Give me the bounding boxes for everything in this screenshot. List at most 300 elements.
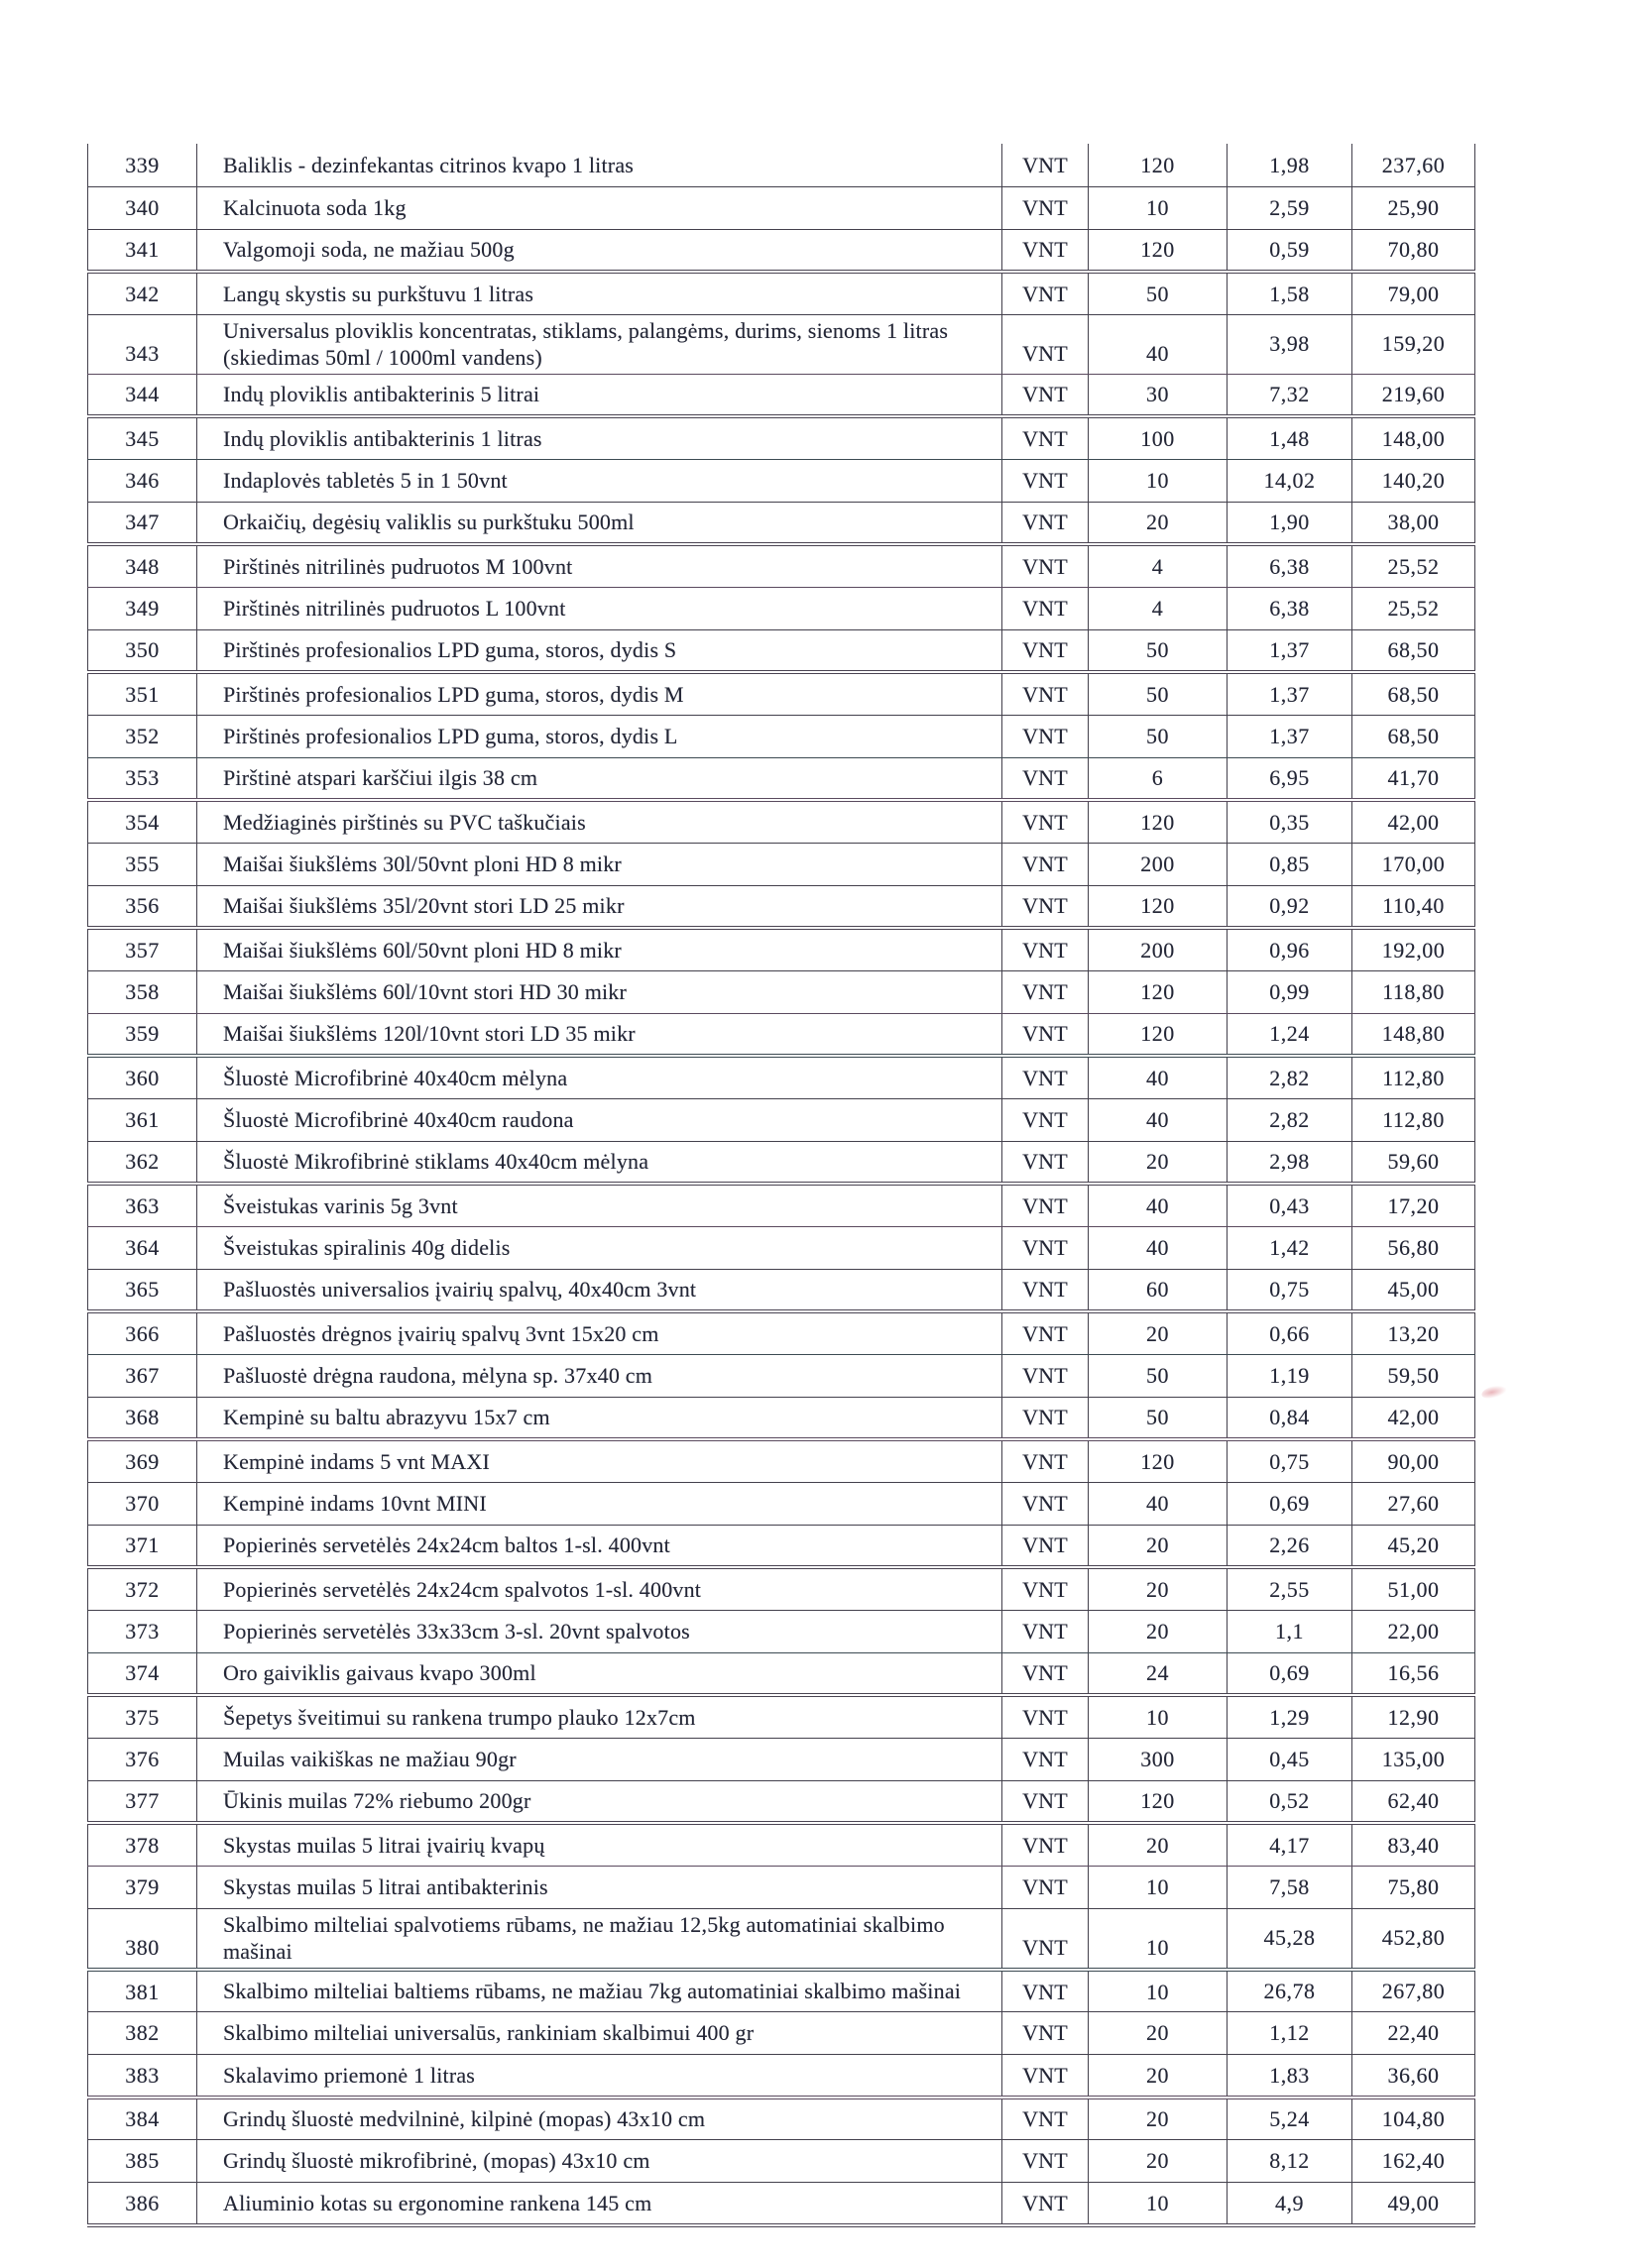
table-row [88, 2055, 1475, 2098]
item-unit-price-cell: 1,37 [1228, 715, 1352, 757]
item-total-cell: 16,56 [1352, 1652, 1475, 1695]
table-row [88, 1056, 1475, 1098]
item-total-cell: 75,80 [1352, 1866, 1475, 1908]
item-unit-price-cell: 6,95 [1228, 757, 1352, 800]
table-row [88, 672, 1475, 715]
item-unit-cell: VNT [1002, 970, 1089, 1013]
table-row [88, 587, 1475, 629]
table-row [88, 843, 1475, 885]
item-number-cell: 381 [88, 1970, 197, 2012]
item-number-cell: 380 [88, 1908, 197, 1970]
item-quantity-cell: 20 [1089, 1823, 1228, 1866]
item-unit-price-cell: 8,12 [1228, 2140, 1352, 2183]
item-unit-price-cell: 1,24 [1228, 1013, 1352, 1056]
item-total-cell: 68,50 [1352, 629, 1475, 672]
item-unit-price-cell: 7,32 [1228, 374, 1352, 416]
table-row [88, 1738, 1475, 1780]
table-row [88, 229, 1475, 272]
item-total-cell: 25,52 [1352, 544, 1475, 587]
item-unit-price-cell: 0,69 [1228, 1652, 1352, 1695]
item-description-cell: Šluostė Microfibrinė 40x40cm mėlyna [197, 1056, 1002, 1098]
item-number-cell: 352 [88, 715, 197, 757]
item-description-cell: Orkaičių, degėsių valiklis su purkštuku 500ml [197, 502, 1002, 544]
item-description-cell: Oro gaiviklis gaivaus kvapo 300ml [197, 1652, 1002, 1695]
table-row [88, 1970, 1475, 2012]
table-row [88, 1567, 1475, 1610]
item-description-cell: Universalus ploviklis koncentratas, stiklams, palangėms, durims, sienoms 1 litras (skiedimas 50ml / 1000ml vandens) [197, 314, 1002, 374]
item-number-cell: 342 [88, 272, 197, 314]
item-description-cell: Pirštinės profesionalios LPD guma, storos, dydis L [197, 715, 1002, 757]
item-number-cell: 353 [88, 757, 197, 800]
item-unit-price-cell: 1,90 [1228, 502, 1352, 544]
item-description-cell: Grindų šluostė medvilninė, kilpinė (mopas) 43x10 cm [197, 2098, 1002, 2140]
item-unit-price-cell: 0,75 [1228, 1269, 1352, 1311]
item-unit-cell: VNT [1002, 1226, 1089, 1269]
item-total-cell: 112,80 [1352, 1098, 1475, 1141]
item-total-cell: 219,60 [1352, 374, 1475, 416]
table-row [88, 272, 1475, 314]
item-description-cell: Kempinė indams 5 vnt MAXI [197, 1439, 1002, 1482]
item-unit-price-cell: 4,9 [1228, 2183, 1352, 2225]
item-total-cell: 83,40 [1352, 1823, 1475, 1866]
item-unit-cell: VNT [1002, 1866, 1089, 1908]
item-total-cell: 41,70 [1352, 757, 1475, 800]
item-unit-price-cell: 0,84 [1228, 1397, 1352, 1439]
item-total-cell: 68,50 [1352, 715, 1475, 757]
item-number-cell: 359 [88, 1013, 197, 1056]
item-unit-cell: VNT [1002, 502, 1089, 544]
item-unit-price-cell: 1,48 [1228, 416, 1352, 459]
item-number-cell: 347 [88, 502, 197, 544]
item-number-cell: 345 [88, 416, 197, 459]
item-quantity-cell: 20 [1089, 2012, 1228, 2055]
item-description-cell: Šepetys šveitimui su rankena trumpo plauko 12x7cm [197, 1695, 1002, 1738]
price-list-table [87, 144, 1475, 2227]
item-total-cell: 118,80 [1352, 970, 1475, 1013]
item-quantity-cell: 120 [1089, 144, 1228, 186]
item-quantity-cell: 20 [1089, 2140, 1228, 2183]
table-row [88, 1013, 1475, 1056]
item-total-cell: 45,20 [1352, 1525, 1475, 1567]
item-quantity-cell: 50 [1089, 672, 1228, 715]
item-unit-cell: VNT [1002, 1610, 1089, 1652]
item-description-cell: Maišai šiukšlėms 30l/50vnt ploni HD 8 mikr [197, 843, 1002, 885]
item-number-cell: 355 [88, 843, 197, 885]
item-unit-cell: VNT [1002, 1439, 1089, 1482]
table-row [88, 144, 1475, 186]
item-quantity-cell: 40 [1089, 1098, 1228, 1141]
item-total-cell: 12,90 [1352, 1695, 1475, 1738]
item-total-cell: 62,40 [1352, 1780, 1475, 1823]
table-row [88, 2098, 1475, 2140]
item-description-cell: Pirštinė atspari karščiui ilgis 38 cm [197, 757, 1002, 800]
table-row [88, 629, 1475, 672]
item-unit-cell: VNT [1002, 800, 1089, 843]
table-row [88, 1652, 1475, 1695]
item-number-cell: 346 [88, 459, 197, 502]
item-number-cell: 349 [88, 587, 197, 629]
item-quantity-cell: 4 [1089, 587, 1228, 629]
item-unit-cell: VNT [1002, 1311, 1089, 1354]
item-total-cell: 162,40 [1352, 2140, 1475, 2183]
item-unit-cell: VNT [1002, 1908, 1089, 1970]
item-unit-price-cell: 1,83 [1228, 2055, 1352, 2098]
item-quantity-cell: 20 [1089, 1610, 1228, 1652]
item-unit-price-cell: 0,99 [1228, 970, 1352, 1013]
item-number-cell: 386 [88, 2183, 197, 2225]
item-description-cell: Skalavimo priemonė 1 litras [197, 2055, 1002, 2098]
item-description-cell: Popierinės servetėlės 33x33cm 3-sl. 20vnt spalvotos [197, 1610, 1002, 1652]
item-description-cell: Valgomoji soda, ne mažiau 500g [197, 229, 1002, 272]
item-unit-cell: VNT [1002, 1823, 1089, 1866]
item-number-cell: 354 [88, 800, 197, 843]
item-number-cell: 362 [88, 1141, 197, 1184]
item-quantity-cell: 40 [1089, 314, 1228, 374]
table-row [88, 1311, 1475, 1354]
item-number-cell: 340 [88, 186, 197, 229]
item-description-cell: Skalbimo milteliai spalvotiems rūbams, ne mažiau 12,5kg automatiniai skalbimo mašinai [197, 1908, 1002, 1970]
item-number-cell: 358 [88, 970, 197, 1013]
item-quantity-cell: 200 [1089, 928, 1228, 970]
item-unit-price-cell: 1,37 [1228, 629, 1352, 672]
item-unit-cell: VNT [1002, 314, 1089, 374]
item-quantity-cell: 20 [1089, 2098, 1228, 2140]
item-description-cell: Grindų šluostė mikrofibrinė, (mopas) 43x10 cm [197, 2140, 1002, 2183]
item-quantity-cell: 40 [1089, 1482, 1228, 1525]
item-unit-price-cell: 0,96 [1228, 928, 1352, 970]
item-number-cell: 351 [88, 672, 197, 715]
table-row [88, 416, 1475, 459]
table-row [88, 928, 1475, 970]
table-row [88, 1695, 1475, 1738]
item-description-cell: Skalbimo milteliai baltiems rūbams, ne mažiau 7kg automatiniai skalbimo mašinai [197, 1970, 1002, 2012]
table-row [88, 2140, 1475, 2183]
item-unit-price-cell: 4,17 [1228, 1823, 1352, 1866]
item-number-cell: 341 [88, 229, 197, 272]
items-table-body [88, 144, 1475, 2225]
item-quantity-cell: 120 [1089, 1780, 1228, 1823]
item-total-cell: 135,00 [1352, 1738, 1475, 1780]
item-total-cell: 56,80 [1352, 1226, 1475, 1269]
item-number-cell: 379 [88, 1866, 197, 1908]
item-description-cell: Langų skystis su purkštuvu 1 litras [197, 272, 1002, 314]
item-unit-price-cell: 0,85 [1228, 843, 1352, 885]
item-total-cell: 68,50 [1352, 672, 1475, 715]
item-quantity-cell: 120 [1089, 885, 1228, 928]
item-number-cell: 348 [88, 544, 197, 587]
table-row [88, 1610, 1475, 1652]
item-unit-price-cell: 0,69 [1228, 1482, 1352, 1525]
item-unit-price-cell: 14,02 [1228, 459, 1352, 502]
table-row [88, 1780, 1475, 1823]
item-description-cell: Indaplovės tabletės 5 in 1 50vnt [197, 459, 1002, 502]
table-row [88, 757, 1475, 800]
item-total-cell: 267,80 [1352, 1970, 1475, 2012]
item-unit-cell: VNT [1002, 186, 1089, 229]
table-row [88, 1525, 1475, 1567]
item-description-cell: Šluostė Mikrofibrinė stiklams 40x40cm mėlyna [197, 1141, 1002, 1184]
item-unit-price-cell: 2,55 [1228, 1567, 1352, 1610]
item-number-cell: 366 [88, 1311, 197, 1354]
item-quantity-cell: 50 [1089, 1397, 1228, 1439]
item-unit-cell: VNT [1002, 1482, 1089, 1525]
item-description-cell: Šluostė Microfibrinė 40x40cm raudona [197, 1098, 1002, 1141]
item-quantity-cell: 300 [1089, 1738, 1228, 1780]
item-description-cell: Pirštinės profesionalios LPD guma, storos, dydis S [197, 629, 1002, 672]
table-row [88, 2183, 1475, 2225]
item-unit-cell: VNT [1002, 2183, 1089, 2225]
item-total-cell: 22,00 [1352, 1610, 1475, 1652]
item-unit-cell: VNT [1002, 229, 1089, 272]
table-row [88, 1226, 1475, 1269]
item-unit-price-cell: 1,12 [1228, 2012, 1352, 2055]
item-description-cell: Kalcinuota soda 1kg [197, 186, 1002, 229]
item-description-cell: Pirštinės profesionalios LPD guma, storos, dydis M [197, 672, 1002, 715]
item-unit-cell: VNT [1002, 1567, 1089, 1610]
item-number-cell: 339 [88, 144, 197, 186]
item-unit-cell: VNT [1002, 2140, 1089, 2183]
item-number-cell: 383 [88, 2055, 197, 2098]
item-unit-cell: VNT [1002, 374, 1089, 416]
item-number-cell: 368 [88, 1397, 197, 1439]
item-quantity-cell: 60 [1089, 1269, 1228, 1311]
item-total-cell: 42,00 [1352, 800, 1475, 843]
item-quantity-cell: 20 [1089, 1311, 1228, 1354]
table-row [88, 186, 1475, 229]
item-number-cell: 356 [88, 885, 197, 928]
item-description-cell: Šveistukas varinis 5g 3vnt [197, 1184, 1002, 1226]
item-quantity-cell: 40 [1089, 1226, 1228, 1269]
item-unit-price-cell: 1,42 [1228, 1226, 1352, 1269]
item-unit-cell: VNT [1002, 459, 1089, 502]
item-quantity-cell: 20 [1089, 502, 1228, 544]
item-unit-cell: VNT [1002, 715, 1089, 757]
item-number-cell: 350 [88, 629, 197, 672]
item-quantity-cell: 20 [1089, 1567, 1228, 1610]
table-row [88, 970, 1475, 1013]
item-quantity-cell: 50 [1089, 715, 1228, 757]
item-total-cell: 79,00 [1352, 272, 1475, 314]
item-description-cell: Pašluostės universalios įvairių spalvų, 40x40cm 3vnt [197, 1269, 1002, 1311]
item-number-cell: 371 [88, 1525, 197, 1567]
item-quantity-cell: 120 [1089, 970, 1228, 1013]
item-quantity-cell: 120 [1089, 229, 1228, 272]
item-total-cell: 36,60 [1352, 2055, 1475, 2098]
item-unit-cell: VNT [1002, 928, 1089, 970]
item-unit-cell: VNT [1002, 672, 1089, 715]
item-quantity-cell: 50 [1089, 629, 1228, 672]
item-unit-price-cell: 6,38 [1228, 544, 1352, 587]
item-unit-price-cell: 0,59 [1228, 229, 1352, 272]
item-unit-cell: VNT [1002, 1013, 1089, 1056]
item-quantity-cell: 120 [1089, 800, 1228, 843]
table-row [88, 374, 1475, 416]
item-unit-price-cell: 0,35 [1228, 800, 1352, 843]
item-unit-cell: VNT [1002, 1652, 1089, 1695]
item-number-cell: 363 [88, 1184, 197, 1226]
item-unit-price-cell: 1,1 [1228, 1610, 1352, 1652]
table-row [88, 1141, 1475, 1184]
item-number-cell: 360 [88, 1056, 197, 1098]
item-description-cell: Popierinės servetėlės 24x24cm baltos 1-sl. 400vnt [197, 1525, 1002, 1567]
item-number-cell: 377 [88, 1780, 197, 1823]
item-total-cell: 51,00 [1352, 1567, 1475, 1610]
item-total-cell: 112,80 [1352, 1056, 1475, 1098]
item-description-cell: Pirštinės nitrilinės pudruotos L 100vnt [197, 587, 1002, 629]
item-unit-price-cell: 3,98 [1228, 314, 1352, 374]
item-description-cell: Maišai šiukšlėms 120l/10vnt stori LD 35 mikr [197, 1013, 1002, 1056]
item-number-cell: 382 [88, 2012, 197, 2055]
item-total-cell: 110,40 [1352, 885, 1475, 928]
red-pen-mark [1480, 1383, 1508, 1400]
item-total-cell: 49,00 [1352, 2183, 1475, 2225]
item-number-cell: 369 [88, 1439, 197, 1482]
item-quantity-cell: 50 [1089, 272, 1228, 314]
item-total-cell: 148,80 [1352, 1013, 1475, 1056]
item-total-cell: 170,00 [1352, 843, 1475, 885]
item-number-cell: 357 [88, 928, 197, 970]
table-row [88, 800, 1475, 843]
item-total-cell: 70,80 [1352, 229, 1475, 272]
item-total-cell: 192,00 [1352, 928, 1475, 970]
item-unit-price-cell: 0,75 [1228, 1439, 1352, 1482]
item-quantity-cell: 10 [1089, 459, 1228, 502]
item-unit-cell: VNT [1002, 2012, 1089, 2055]
item-unit-price-cell: 0,45 [1228, 1738, 1352, 1780]
item-description-cell: Pirštinės nitrilinės pudruotos M 100vnt [197, 544, 1002, 587]
item-number-cell: 367 [88, 1354, 197, 1397]
item-number-cell: 378 [88, 1823, 197, 1866]
item-unit-cell: VNT [1002, 1738, 1089, 1780]
item-unit-price-cell: 6,38 [1228, 587, 1352, 629]
item-number-cell: 384 [88, 2098, 197, 2140]
item-unit-cell: VNT [1002, 1970, 1089, 2012]
item-quantity-cell: 20 [1089, 1525, 1228, 1567]
table-row [88, 885, 1475, 928]
item-unit-price-cell: 26,78 [1228, 1970, 1352, 2012]
item-quantity-cell: 50 [1089, 1354, 1228, 1397]
item-quantity-cell: 20 [1089, 1141, 1228, 1184]
item-total-cell: 17,20 [1352, 1184, 1475, 1226]
item-total-cell: 140,20 [1352, 459, 1475, 502]
item-number-cell: 385 [88, 2140, 197, 2183]
item-unit-cell: VNT [1002, 1525, 1089, 1567]
item-unit-cell: VNT [1002, 1354, 1089, 1397]
item-total-cell: 159,20 [1352, 314, 1475, 374]
item-quantity-cell: 10 [1089, 1908, 1228, 1970]
item-number-cell: 372 [88, 1567, 197, 1610]
item-description-cell: Maišai šiukšlėms 60l/10vnt stori HD 30 mikr [197, 970, 1002, 1013]
item-unit-price-cell: 1,19 [1228, 1354, 1352, 1397]
item-unit-cell: VNT [1002, 1695, 1089, 1738]
item-unit-price-cell: 0,52 [1228, 1780, 1352, 1823]
item-description-cell: Kempinė indams 10vnt MINI [197, 1482, 1002, 1525]
item-description-cell: Šveistukas spiralinis 40g didelis [197, 1226, 1002, 1269]
item-description-cell: Indų ploviklis antibakterinis 1 litras [197, 416, 1002, 459]
item-total-cell: 90,00 [1352, 1439, 1475, 1482]
item-unit-cell: VNT [1002, 2098, 1089, 2140]
item-unit-cell: VNT [1002, 416, 1089, 459]
item-description-cell: Skalbimo milteliai universalūs, rankiniam skalbimui 400 gr [197, 2012, 1002, 2055]
table-row [88, 1397, 1475, 1439]
item-description-cell: Baliklis - dezinfekantas citrinos kvapo 1 litras [197, 144, 1002, 186]
table-row [88, 1823, 1475, 1866]
item-description-cell: Maišai šiukšlėms 60l/50vnt ploni HD 8 mikr [197, 928, 1002, 970]
item-unit-cell: VNT [1002, 2055, 1089, 2098]
item-quantity-cell: 120 [1089, 1439, 1228, 1482]
item-total-cell: 25,52 [1352, 587, 1475, 629]
item-description-cell: Medžiaginės pirštinės su PVC taškučiais [197, 800, 1002, 843]
item-quantity-cell: 120 [1089, 1013, 1228, 1056]
table-row [88, 1269, 1475, 1311]
item-unit-price-cell: 1,29 [1228, 1695, 1352, 1738]
item-quantity-cell: 6 [1089, 757, 1228, 800]
item-unit-cell: VNT [1002, 1141, 1089, 1184]
item-unit-price-cell: 0,43 [1228, 1184, 1352, 1226]
item-quantity-cell: 10 [1089, 186, 1228, 229]
item-description-cell: Muilas vaikiškas ne mažiau 90gr [197, 1738, 1002, 1780]
item-unit-price-cell: 2,26 [1228, 1525, 1352, 1567]
item-unit-cell: VNT [1002, 885, 1089, 928]
table-row [88, 1098, 1475, 1141]
item-quantity-cell: 10 [1089, 2183, 1228, 2225]
item-description-cell: Pašluostė drėgna raudona, mėlyna sp. 37x40 cm [197, 1354, 1002, 1397]
item-quantity-cell: 100 [1089, 416, 1228, 459]
item-number-cell: 361 [88, 1098, 197, 1141]
table-row [88, 1908, 1475, 1970]
item-total-cell: 27,60 [1352, 1482, 1475, 1525]
item-number-cell: 344 [88, 374, 197, 416]
item-quantity-cell: 40 [1089, 1184, 1228, 1226]
item-unit-price-cell: 45,28 [1228, 1908, 1352, 1970]
item-unit-price-cell: 1,58 [1228, 272, 1352, 314]
item-total-cell: 59,60 [1352, 1141, 1475, 1184]
table-row [88, 715, 1475, 757]
table-row [88, 1866, 1475, 1908]
item-unit-price-cell: 1,37 [1228, 672, 1352, 715]
item-description-cell: Aliuminio kotas su ergonomine rankena 145 cm [197, 2183, 1002, 2225]
item-description-cell: Popierinės servetėlės 24x24cm spalvotos 1-sl. 400vnt [197, 1567, 1002, 1610]
table-row [88, 314, 1475, 374]
item-number-cell: 365 [88, 1269, 197, 1311]
table-row [88, 2012, 1475, 2055]
item-description-cell: Ūkinis muilas 72% riebumo 200gr [197, 1780, 1002, 1823]
item-unit-cell: VNT [1002, 629, 1089, 672]
table-row [88, 1439, 1475, 1482]
item-total-cell: 13,20 [1352, 1311, 1475, 1354]
item-number-cell: 373 [88, 1610, 197, 1652]
table-row [88, 1482, 1475, 1525]
table-row [88, 459, 1475, 502]
item-unit-cell: VNT [1002, 757, 1089, 800]
item-number-cell: 375 [88, 1695, 197, 1738]
item-total-cell: 38,00 [1352, 502, 1475, 544]
item-unit-price-cell: 2,59 [1228, 186, 1352, 229]
item-description-cell: Skystas muilas 5 litrai įvairių kvapų [197, 1823, 1002, 1866]
item-total-cell: 22,40 [1352, 2012, 1475, 2055]
item-quantity-cell: 40 [1089, 1056, 1228, 1098]
item-description-cell: Kempinė su baltu abrazyvu 15x7 cm [197, 1397, 1002, 1439]
item-unit-cell: VNT [1002, 1780, 1089, 1823]
item-quantity-cell: 10 [1089, 1970, 1228, 2012]
table-row [88, 544, 1475, 587]
item-quantity-cell: 24 [1089, 1652, 1228, 1695]
item-unit-cell: VNT [1002, 1269, 1089, 1311]
item-number-cell: 376 [88, 1738, 197, 1780]
item-description-cell: Indų ploviklis antibakterinis 5 litrai [197, 374, 1002, 416]
item-unit-cell: VNT [1002, 544, 1089, 587]
item-total-cell: 59,50 [1352, 1354, 1475, 1397]
